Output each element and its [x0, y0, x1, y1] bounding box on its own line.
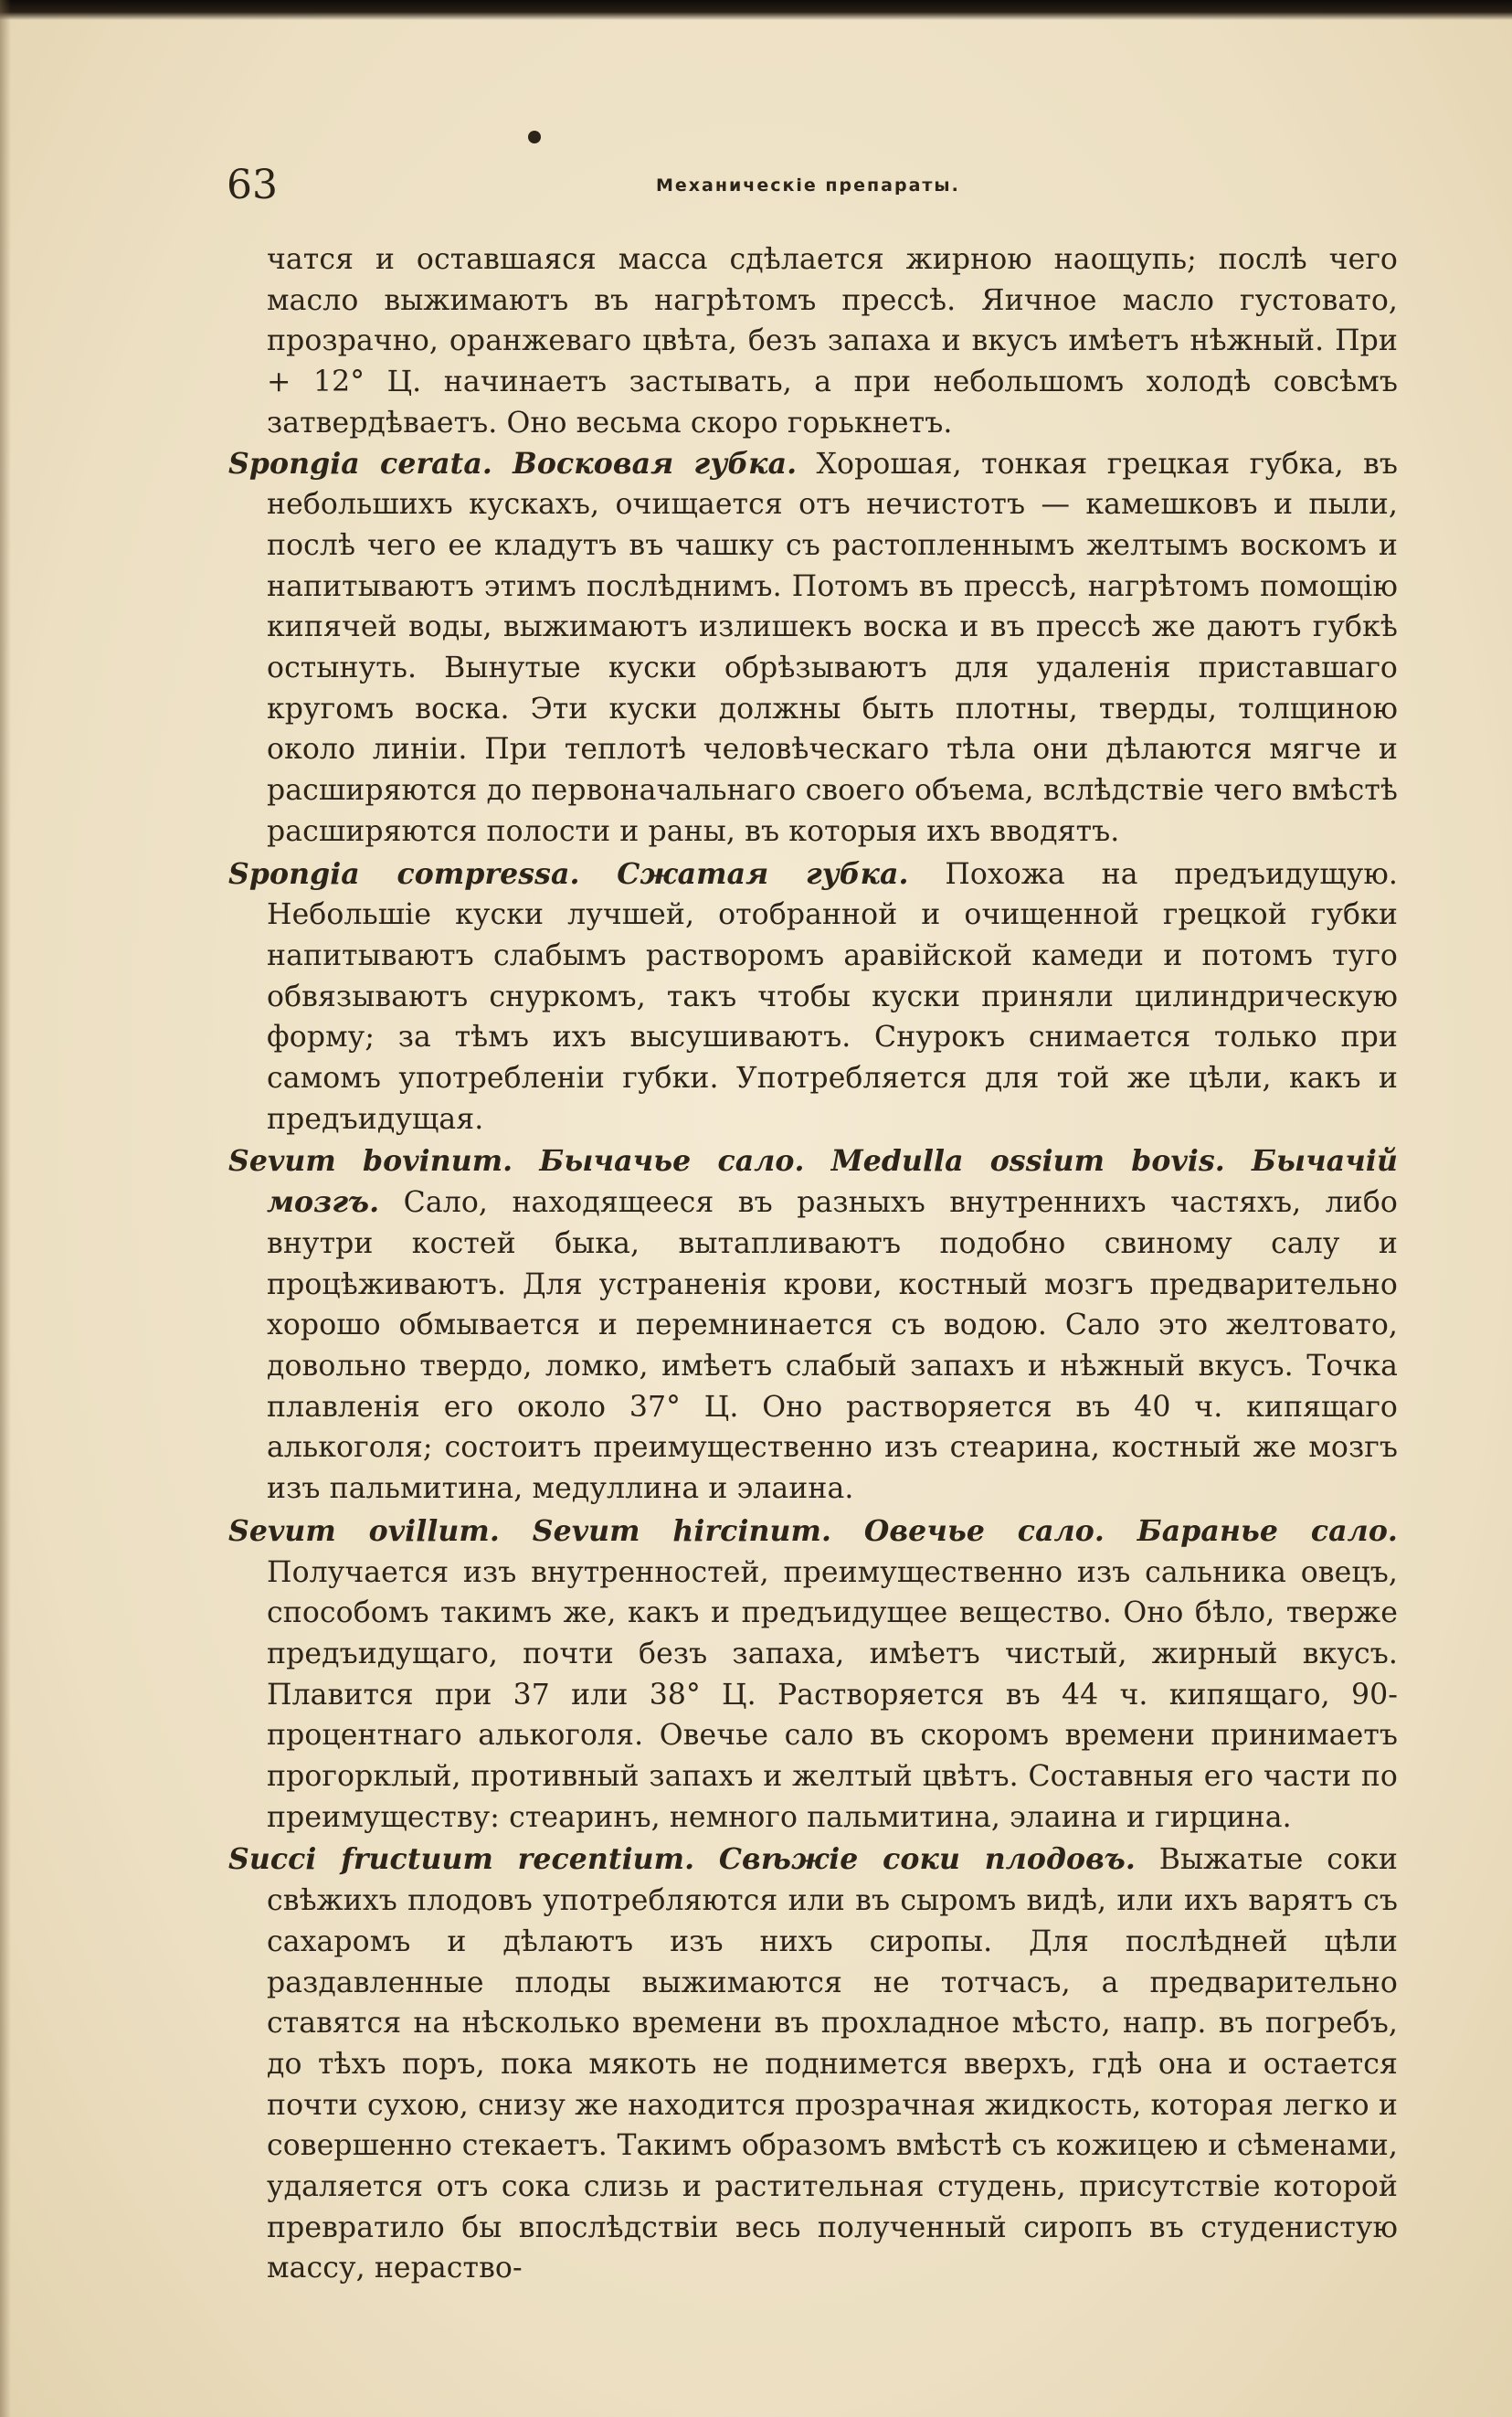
- entry-term: Sevum ovillum. Sevum hircinum. Овечье сало. Баранье сало.: [228, 1513, 1398, 1548]
- entry-term: Sevum bovinum. Бычачье сало. Medulla ossium bovis. Бычачій мозгъ.: [228, 1144, 1398, 1220]
- entry-text: Хорошая, тонкая грецкая губка, въ небольшихъ кускахъ, очищается отъ нечистотъ — камешковъ и пыли, послѣ чего ее кладутъ въ чашку съ растопленнымъ желтымъ воскомъ и напитываютъ этимъ послѣднимъ. Потомъ въ прессѣ, нагрѣтомъ помощію кипячей воды, выжимаютъ излишекъ воска и въ прессѣ же даютъ губкѣ остынуть. Вынутые куски обрѣзываютъ для удаленія приставшаго кругомъ воска. Эти куски должны быть плотны, тверды, толщиною около линіи. При теплотѣ человѣческаго тѣла они дѣлаются мягче и расширяются до первоначальнаго своего объема, вслѣдствіе чего вмѣстѣ расширяются полости и раны, въ которыя ихъ вводятъ.: [267, 447, 1399, 848]
- entry-text: Похожа на предъидущую. Небольшіе куски лучшей, отобранной и очищенной грецкой губки напитываютъ слабымъ растворомъ аравійской камеди и потомъ туго обвязываютъ снуркомъ, такъ чтобы куски приняли цилиндрическую форму; за тѣмъ ихъ высушиваютъ. Снурокъ снимается только при самомъ употребленіи губки. Употребляется для той же цѣли, какъ и предъидущая.: [267, 857, 1398, 1136]
- entry-sevum-ovillum: [228, 1511, 1398, 1839]
- entry-term: Spongia cerata. Восковая губка.: [228, 446, 798, 481]
- ink-spot: [528, 131, 541, 143]
- entry-spongia-cerata: [228, 444, 1398, 853]
- running-head: Механическіе препараты.: [656, 175, 960, 196]
- entry-text: Сало, находящееся въ разныхъ внутреннихъ частяхъ, либо внутри костей быка, вытапливаютъ подобно свиному салу и процѣживаютъ. Для устраненія крови, костный мозгъ предварительно хорошо обмывается и перемнинается съ водою. Сало это желтовато, довольно твердо, ломко, имѣетъ слабый запахъ и нѣжный вкусъ. Точка плавленія его около 37° Ц. Оно растворяется въ 40 ч. кипящаго алькоголя; состоитъ преимущественно изъ стеарина, костный же мозгъ изъ пальмитина, медуллина и элаина.: [267, 1186, 1398, 1506]
- entry-spongia-compressa: [228, 854, 1398, 1140]
- entry-text: Получается изъ внутренностей, преимущественно изъ сальника овецъ, способомъ такимъ же, какъ и предъидущее вещество. Оно бѣло, тверже предъидущаго, почти безъ запаха, имѣетъ чистый, жирный вкусъ. Плавится при 37 или 38° Ц. Растворяется въ 44 ч. кипящаго, 90-процентнаго алькоголя. Овечье сало въ скоромъ времени принимаетъ прогорклый, противный запахъ и желтый цвѣтъ. Составныя его части по преимуществу: стеаринъ, немного пальмитина, элаина и гирцина.: [267, 1555, 1398, 1834]
- entry-succi-fructuum: [228, 1839, 1398, 2289]
- scan-edge-shadow: [0, 0, 1512, 20]
- paragraph-text: чатся и оставшаяся масса сдѣлается жирною наощупь; послѣ чего масло выжимаютъ въ нагрѣтомъ прессѣ. Яичное масло густовато, прозрачно, оранжеваго цвѣта, безъ запаха и вкусъ имѣетъ нѣжный. При + 12° Ц. начинаетъ застывать, а при небольшомъ холодѣ совсѣмъ затвердѣваетъ. Оно весьма скоро горькнетъ.: [267, 243, 1398, 440]
- body-text: [228, 239, 1398, 2289]
- entry-term: Spongia compressa. Сжатая губка.: [228, 856, 909, 891]
- scan-fold-shadow: [0, 0, 11, 2417]
- page-number: 63: [227, 162, 278, 208]
- page-header: [227, 163, 1396, 217]
- entry-text: Выжатые соки свѣжихъ плодовъ употребляются или въ сыромъ видѣ, или ихъ варятъ съ сахаромъ и дѣлаютъ изъ нихъ сиропы. Для послѣдней цѣли раздавленные плоды выжимаются не тотчасъ, а предварительно ставятся на нѣсколько времени въ прохладное мѣсто, напр. въ погребъ, до тѣхъ поръ, пока мякоть не поднимется вверхъ, гдѣ она и остается почти сухою, снизу же находится прозрачная жидкость, которая легко и совершенно стекаетъ. Такимъ образомъ вмѣстѣ съ кожицею и сѣменами, удаляется отъ сока слизь и растительная студень, присутствіе которой превратило бы впослѣдствіи весь полученный сиропъ въ студенистую массу, нераство-: [267, 1843, 1398, 2285]
- entry-sevum-bovinum: [228, 1141, 1398, 1509]
- paragraph-continuation: [228, 239, 1398, 444]
- entry-term: Succi fructuum recentium. Свѣжіе соки плодовъ.: [228, 1842, 1136, 1877]
